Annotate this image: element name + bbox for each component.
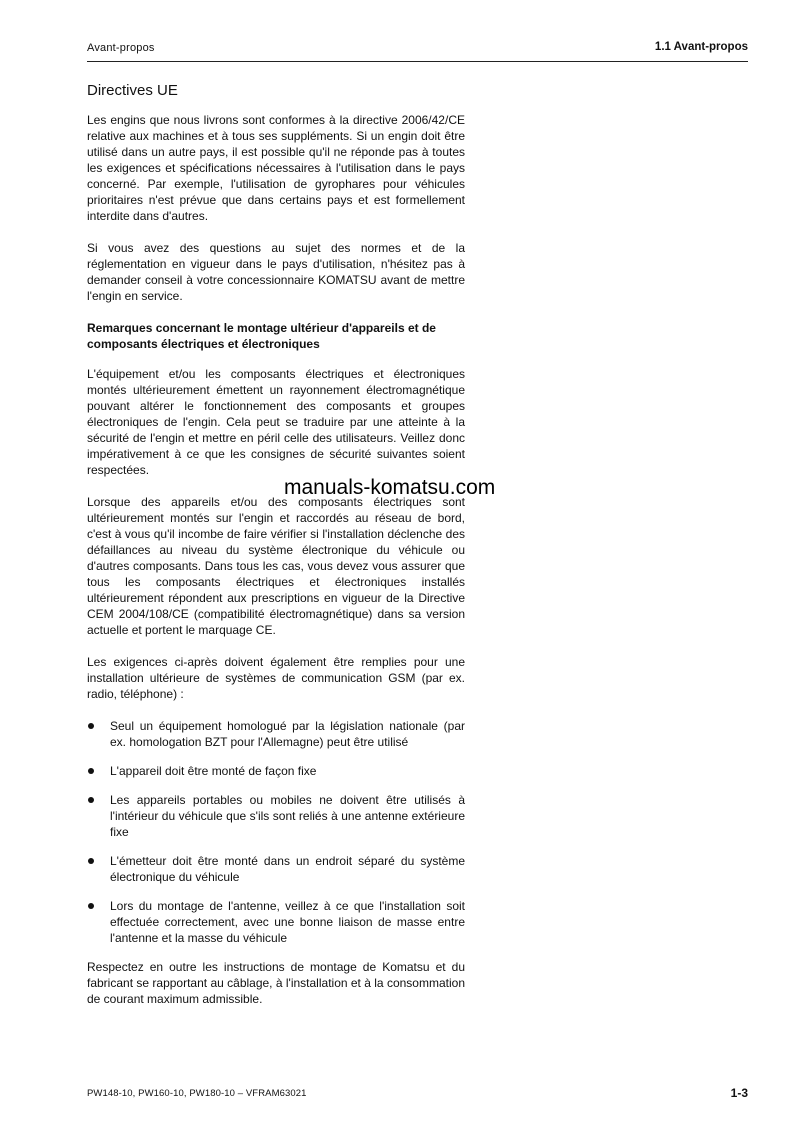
list-item <box>87 763 465 779</box>
bullet-icon <box>88 903 94 909</box>
bullet-icon <box>88 797 94 803</box>
watermark-text: manuals-komatsu.com <box>284 476 496 499</box>
paragraph-gsm-requirements: Les exigences ci-après doivent également être remplies pour une installation ultérieure de systèmes de communication GSM (par ex. radio, téléphone) : <box>87 655 465 701</box>
requirements-list <box>87 718 465 946</box>
footer-model-reference: PW148-10, PW160-10, PW180-10 – VFRAM63021 <box>87 1088 307 1099</box>
main-content <box>87 82 465 1023</box>
list-item <box>87 792 465 840</box>
header-chapter-title: 1.1 Avant-propos <box>654 41 748 53</box>
paragraph-emissions: L'équipement et/ou les composants électriques et électroniques montés ultérieurement émettent un rayonnement électromagnétique pouvant altérer le fonctionnement des composants et groupes électroniques de l'engin. Cela peut se traduire par une atteinte à la sécurité de l'engin et mettre en péril celle des utilisateurs. Veillez donc impérativement à ce que les consignes de sécurité suivantes soient respectées. <box>87 367 465 477</box>
page-header <box>87 41 748 62</box>
paragraph-directive: Les engins que nous livrons sont conformes à la directive 2006/42/CE relative aux machines et à tous ses suppléments. Si un engin doit être utilisé dans un autre pays, il est possible qu'il ne réponde pas à toutes les exigences et spécifications nécessaires à l'utilisation dans le pays concerné. Par exemple, l'utilisation de gyrophares pour véhicules prioritaires n'est prévue que dans certains pays et est formellement interdite dans d'autres. <box>87 113 465 223</box>
bullet-icon <box>88 723 94 729</box>
list-item <box>87 898 465 946</box>
list-item-text: Seul un équipement homologué par la législation nationale (par ex. homologation BZT pour l'Allemagne) peut être utilisé <box>110 719 465 749</box>
section-title: Directives UE <box>87 82 178 99</box>
paragraph-responsibility: Lorsque des appareils et/ou des composants électriques sont ultérieurement montés sur l'engin et raccordés au réseau de bord, c'est à vous qu'il incombe de faire vérifier si l'installation déclenche des défaillances au niveau du système électronique du véhicule ou d'autres composants. Dans tous les cas, vous devez vous assurer que tous les composants électriques et électroniques installés ultérieurement répondent aux prescriptions en vigueur de la Directive CEM 2004/108/CE (compatibilité électromagnétique) dans sa version actuelle et portent le marquage CE. <box>87 495 465 637</box>
page-number: 1-3 <box>730 1086 748 1100</box>
bullet-icon <box>88 768 94 774</box>
list-item-text: Les appareils portables ou mobiles ne doivent être utilisés à l'intérieur du véhicule que s'ils sont reliés à une antenne extérieure fixe <box>110 793 465 839</box>
paragraph-closing: Respectez en outre les instructions de montage de Komatsu et du fabricant se rapportant au câblage, à l'installation et à la consommation de courant maximum admissible. <box>87 960 465 1006</box>
paragraph-questions: Si vous avez des questions au sujet des normes et de la réglementation en vigueur dans le pays d'utilisation, n'hésitez pas à demander conseil à votre concessionnaire KOMATSU avant de mettre l'engin en service. <box>87 241 465 303</box>
list-item <box>87 853 465 885</box>
list-item <box>87 718 465 750</box>
header-section-label: Avant-propos <box>87 42 155 54</box>
list-item-text: Lors du montage de l'antenne, veillez à ce que l'installation soit effectuée correctement, avec une bonne liaison de masse entre l'antenne et la masse du véhicule <box>110 899 465 945</box>
list-item-text: L'appareil doit être monté de façon fixe <box>110 764 317 778</box>
list-item-text: L'émetteur doit être monté dans un endroit séparé du système électronique du véhicule <box>110 854 465 884</box>
bullet-icon <box>88 858 94 864</box>
subheading-retrofit: Remarques concernant le montage ultérieur d'appareils et de composants électriques et électroniques <box>87 321 436 351</box>
